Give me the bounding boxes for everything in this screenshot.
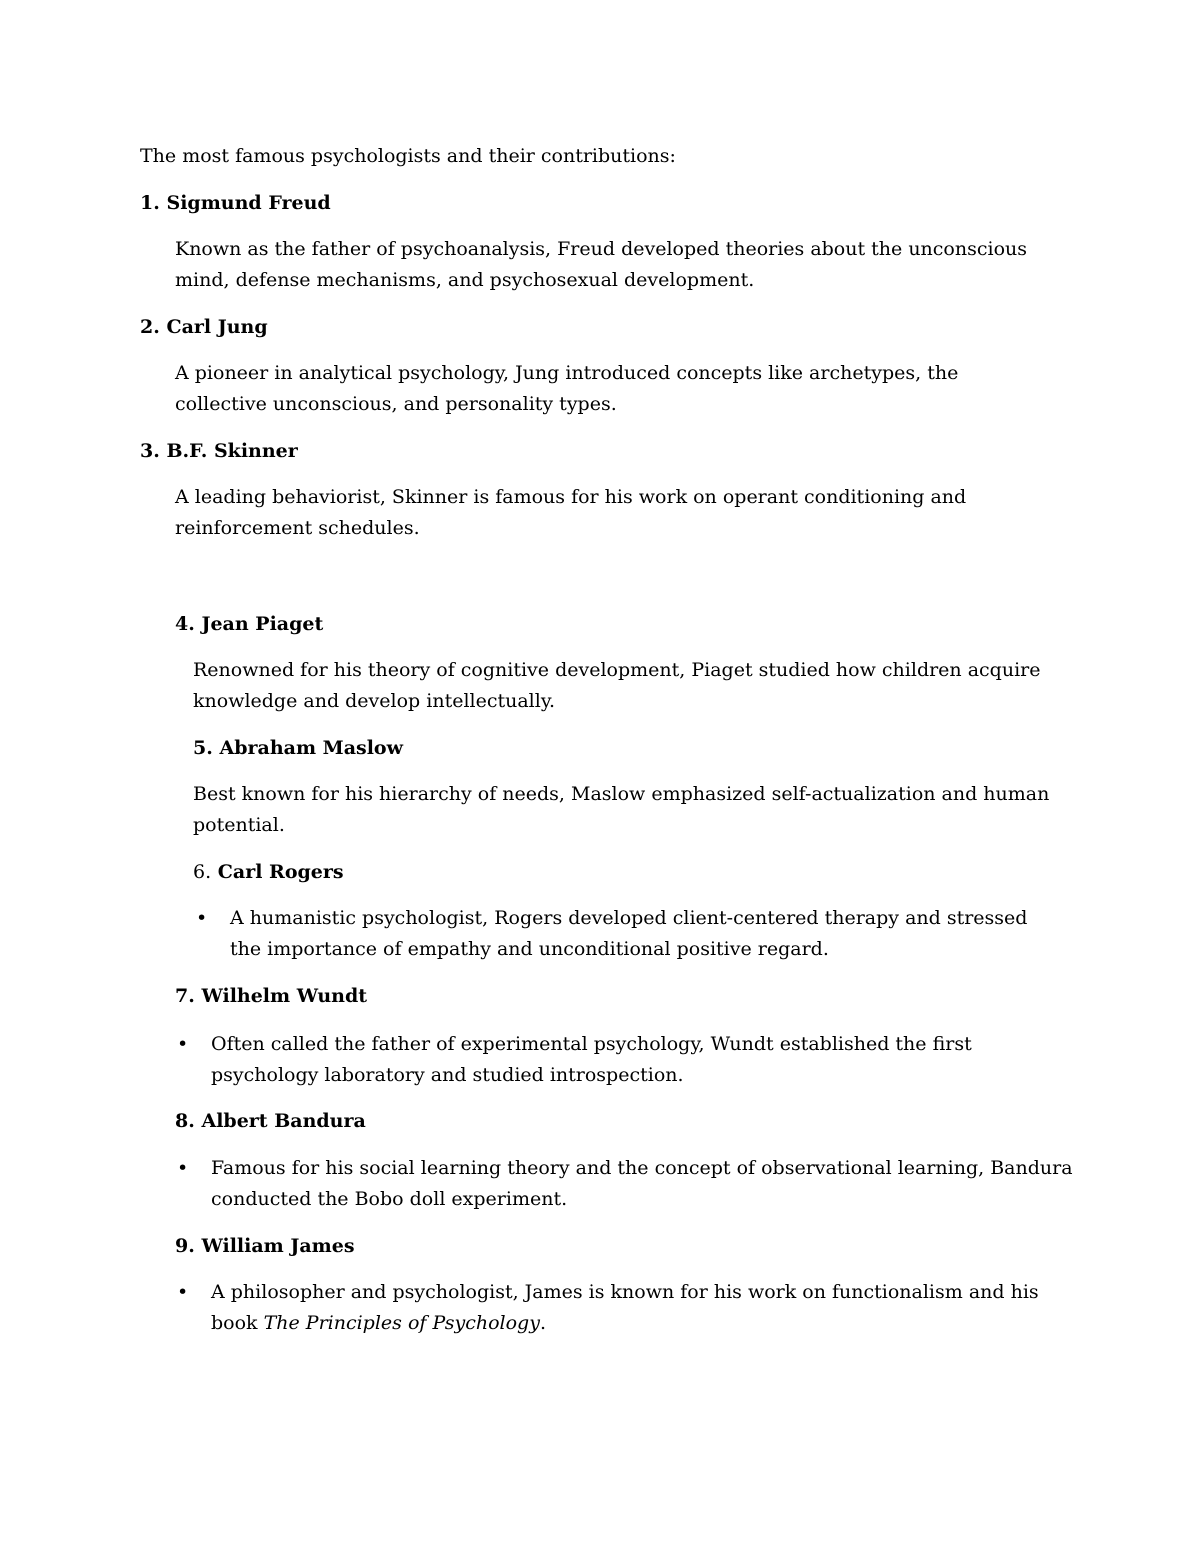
entry-description: Known as the father of psychoanalysis, Freud developed theories about the unconscious mind, defense mechanisms, and psychosexual development. xyxy=(175,238,1028,291)
entry-number: 4. xyxy=(175,613,195,635)
entry-number: 7. xyxy=(175,985,195,1007)
entry-text-end: . xyxy=(539,1312,547,1334)
entry-number: 5. xyxy=(193,737,213,759)
bullet-icon: • xyxy=(177,1033,189,1055)
entry-name: Jean Piaget xyxy=(201,613,324,635)
entry-heading xyxy=(175,981,367,1012)
entry-number: 3. xyxy=(140,440,160,462)
entry-heading xyxy=(193,857,344,888)
entry-description: A humanistic psychologist, Rogers developed client-centered therapy and stressed the importance of empathy and unconditional positive regard. xyxy=(230,907,1028,960)
entry-text: A philosopher and psychologist, James is known for his work on functionalism and his book xyxy=(211,1281,1039,1334)
entry-name: Abraham Maslow xyxy=(219,737,403,759)
entry-number: 2. xyxy=(140,316,160,338)
entry-number: 8. xyxy=(175,1110,195,1132)
entry-heading xyxy=(175,1231,355,1262)
entry-description: Renowned for his theory of cognitive development, Piaget studied how children acquire knowledge and develop intellectually. xyxy=(193,659,1041,712)
entry-heading xyxy=(193,733,403,764)
entry-name: Albert Bandura xyxy=(201,1110,366,1132)
entry-description: Best known for his hierarchy of needs, Maslow emphasized self-actualization and human potential. xyxy=(193,783,1050,836)
entry-heading xyxy=(140,188,331,219)
entry-heading xyxy=(140,436,298,467)
entry-heading xyxy=(140,312,268,343)
intro-line: The most famous psychologists and their contributions: xyxy=(140,145,676,167)
entry-description: Often called the father of experimental psychology, Wundt established the first psychology laboratory and studied introspection. xyxy=(211,1033,972,1086)
bullet-icon: • xyxy=(177,1281,189,1303)
bullet-icon: • xyxy=(196,907,208,929)
entry-description xyxy=(211,1277,1061,1339)
entry-name: Sigmund Freud xyxy=(166,192,331,214)
entry-heading xyxy=(175,1106,366,1137)
entry-number: 1. xyxy=(140,192,160,214)
entry-name: Carl Jung xyxy=(166,316,268,338)
bullet-icon: • xyxy=(177,1157,189,1179)
entry-name: Wilhelm Wundt xyxy=(201,985,368,1007)
entry-heading xyxy=(175,609,323,640)
entry-number: 6. xyxy=(193,861,212,883)
entry-number: 9. xyxy=(175,1235,195,1257)
entry-name: William James xyxy=(201,1235,355,1257)
entry-name: Carl Rogers xyxy=(217,861,344,883)
entry-description: Famous for his social learning theory and the concept of observational learning, Bandura conducted the Bobo doll experiment. xyxy=(211,1157,1073,1210)
entry-description: A leading behaviorist, Skinner is famous for his work on operant conditioning and reinforcement schedules. xyxy=(175,486,967,539)
entry-description: A pioneer in analytical psychology, Jung introduced concepts like archetypes, the collective unconscious, and personality types. xyxy=(175,362,959,415)
entry-name: B.F. Skinner xyxy=(166,440,298,462)
book-title: The Principles of Psychology xyxy=(263,1312,540,1334)
